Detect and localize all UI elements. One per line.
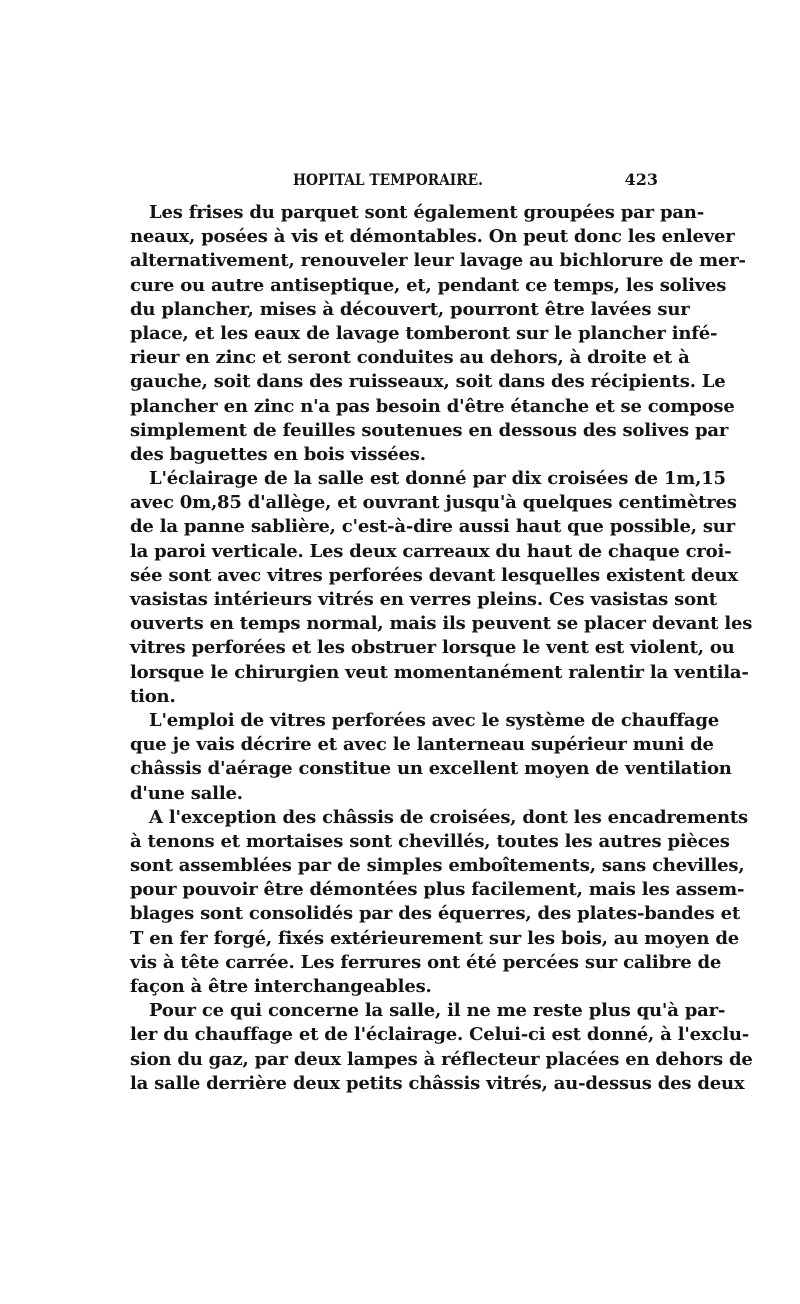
text-line: façon à être interchangeables. xyxy=(130,976,432,997)
text-line: la paroi verticale. Les deux carreaux du haut de chaque croi- xyxy=(130,540,732,562)
text-line: avec 0m,85 d'allège, et ouvrant jusqu'à quelques centimètres xyxy=(130,492,737,514)
page-number: 423 xyxy=(624,170,658,189)
text-line: vis à tête carrée. Les ferrures ont été percées sur calibre de xyxy=(130,951,722,973)
text-line: ler du chauffage et de l'éclairage. Celui-ci est donné, à l'exclu- xyxy=(130,1024,749,1046)
text-line: gauche, soit dans des ruisseaux, soit dans des récipients. Le xyxy=(130,371,726,393)
text-line: sée sont avec vitres perforées devant lesquelles existent deux xyxy=(130,564,738,586)
text-line: blages sont consolidés par des équerres, des plates-bandes et xyxy=(130,903,740,925)
text-line: pour pouvoir être démontées plus facilement, mais les assem- xyxy=(130,879,745,901)
text-line: T en fer forgé, fixés extérieurement sur les bois, au moyen de xyxy=(130,927,740,949)
text-line: sion du gaz, par deux lampes à réflecteur placées en dehors de xyxy=(130,1048,753,1070)
text-line: neaux, posées à vis et démontables. On peut donc les enlever xyxy=(130,226,735,248)
text-line: vitres perforées et les obstruer lorsque le vent est violent, ou xyxy=(130,637,735,659)
text-line: Pour ce qui concerne la salle, il ne me reste plus qu'à par- xyxy=(149,1000,726,1022)
page-header xyxy=(130,170,658,194)
text-line: simplement de feuilles soutenues en dessous des solives par xyxy=(130,419,729,441)
text-line: alternativement, renouveler leur lavage au bichlorure de mer- xyxy=(130,250,746,272)
text-line: L'éclairage de la salle est donné par dix croisées de 1m,15 xyxy=(149,468,726,490)
text-line: A l'exception des châssis de croisées, dont les encadrements xyxy=(149,806,748,828)
text-line: ouverts en temps normal, mais ils peuvent se placer devant les xyxy=(130,613,753,635)
text-line: tion. xyxy=(130,685,176,707)
text-line: cure ou autre antiseptique, et, pendant ce temps, les solives xyxy=(130,274,727,296)
text-line: plancher en zinc n'a pas besoin d'être étanche et se compose xyxy=(130,395,735,417)
book-page xyxy=(130,0,753,1304)
text-line: châssis d'aérage constitue un excellent moyen de ventilation xyxy=(130,758,732,780)
text-line: de la panne sablière, c'est-à-dire aussi haut que possible, sur xyxy=(130,516,735,538)
text-line: des baguettes en bois vissées. xyxy=(130,443,426,465)
running-title: HOPITAL TEMPORAIRE. xyxy=(293,170,483,189)
body-text xyxy=(130,201,753,1096)
text-line: que je vais décrire et avec le lanterneau supérieur muni de xyxy=(130,734,714,756)
text-line: Les frises du parquet sont également groupées par pan- xyxy=(149,202,704,223)
text-line: d'une salle. xyxy=(130,782,243,804)
text-line: vasistas intérieurs vitrés en verres pleins. Ces vasistas sont xyxy=(130,589,717,610)
text-line: rieur en zinc et seront conduites au dehors, à droite et à xyxy=(130,347,690,369)
text-line: à tenons et mortaises sont chevillés, toutes les autres pièces xyxy=(130,830,730,852)
text-line: place, et les eaux de lavage tomberont sur le plancher infé- xyxy=(130,322,718,344)
text-line: lorsque le chirurgien veut momentanément ralentir la ventila- xyxy=(130,661,749,683)
text-line: la salle derrière deux petits châssis vitrés, au-dessus des deux xyxy=(130,1072,745,1094)
text-line: du plancher, mises à découvert, pourront être lavées sur xyxy=(130,298,690,320)
text-line: L'emploi de vitres perforées avec le système de chauffage xyxy=(149,709,720,731)
text-line: sont assemblées par de simples emboîtements, sans chevilles, xyxy=(130,855,745,877)
